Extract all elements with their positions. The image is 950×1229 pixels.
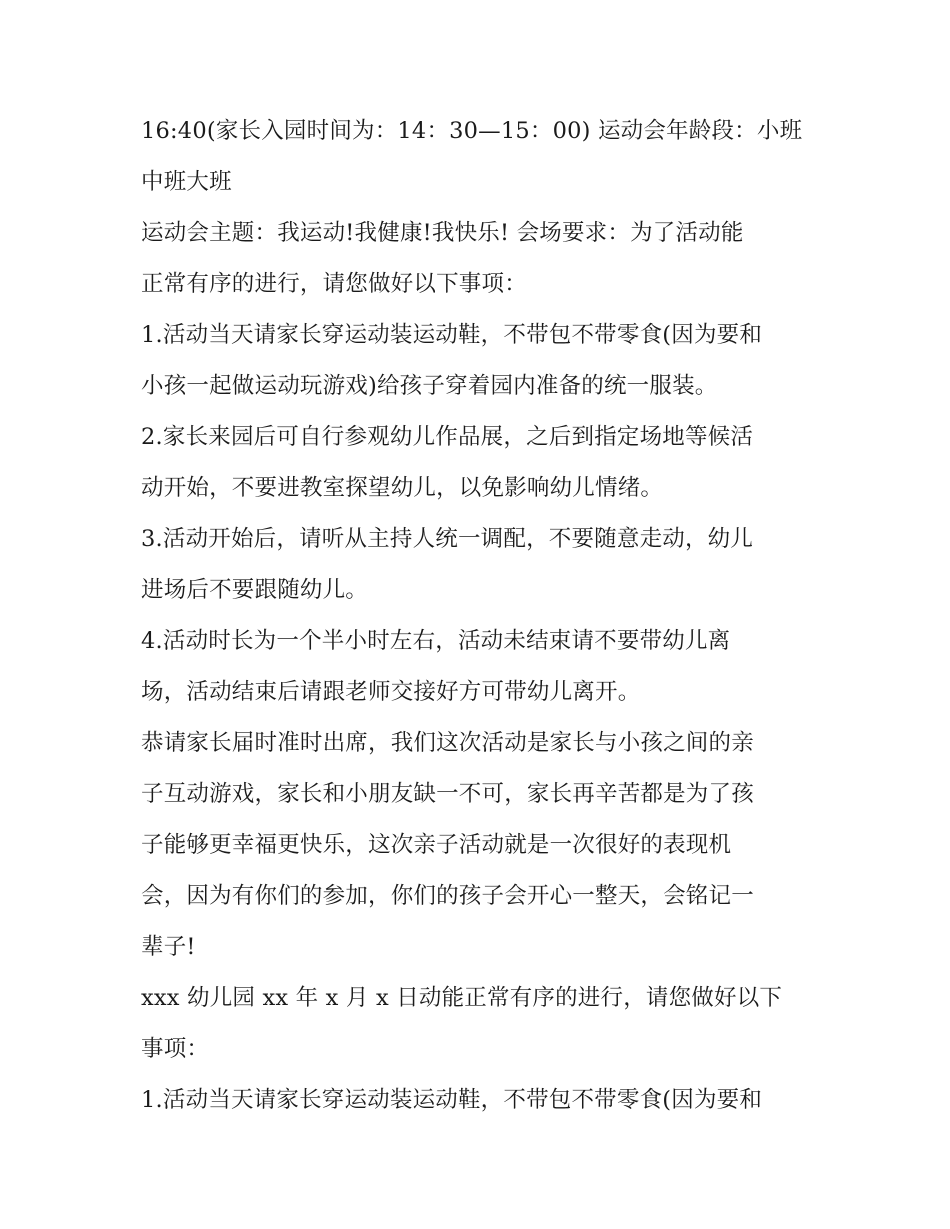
text-line: 运动会主题：我运动!我健康!我快乐! 会场要求：为了活动能 [141, 220, 744, 246]
text-line: 16:40(家长入园时间为：14：30—15：00) 运动会年龄段：小班 [141, 118, 803, 144]
text-line: 子能够更幸福更快乐，这次亲子活动就是一次很好的表现机 [141, 832, 732, 858]
document-body [141, 106, 813, 1126]
text-line: 1.活动当天请家长穿运动装运动鞋，不带包不带零食(因为要和 [141, 322, 763, 348]
text-line: 辈子! [141, 934, 196, 960]
text-line: 1.活动当天请家长穿运动装运动鞋，不带包不带零食(因为要和 [141, 1087, 763, 1113]
text-line: 恭请家长届时准时出席，我们这次活动是家长与小孩之间的亲 [141, 730, 754, 756]
text-line: xxx 幼儿园 xx 年 x 月 x 日动能正常有序的进行，请您做好以下 [141, 985, 783, 1011]
text-line: 事项： [141, 1036, 210, 1062]
text-line: 小孩一起做运动玩游戏)给孩子穿着园内准备的统一服装。 [141, 373, 718, 399]
text-line: 会，因为有你们的参加，你们的孩子会开心一整天，会铭记一 [141, 883, 754, 909]
text-line: 中班大班 [141, 169, 232, 195]
text-line: 进场后不要跟随幼儿。 [141, 577, 369, 603]
text-line: 4.活动时长为一个半小时左右，活动未结束请不要带幼儿离 [141, 628, 731, 654]
text-line: 子互动游戏，家长和小朋友缺一不可，家长再辛苦都是为了孩 [141, 781, 754, 807]
text-line: 动开始，不要进教室探望幼儿，以免影响幼儿情绪。 [141, 475, 664, 501]
text-line: 场，活动结束后请跟老师交接好方可带幼儿离开。 [141, 679, 641, 705]
text-line: 2.家长来园后可自行参观幼儿作品展，之后到指定场地等候活 [141, 424, 754, 450]
text-line: 正常有序的进行，请您做好以下事项： [141, 271, 527, 297]
text-line: 3.活动开始后，请听从主持人统一调配，不要随意走动，幼儿 [141, 526, 754, 552]
